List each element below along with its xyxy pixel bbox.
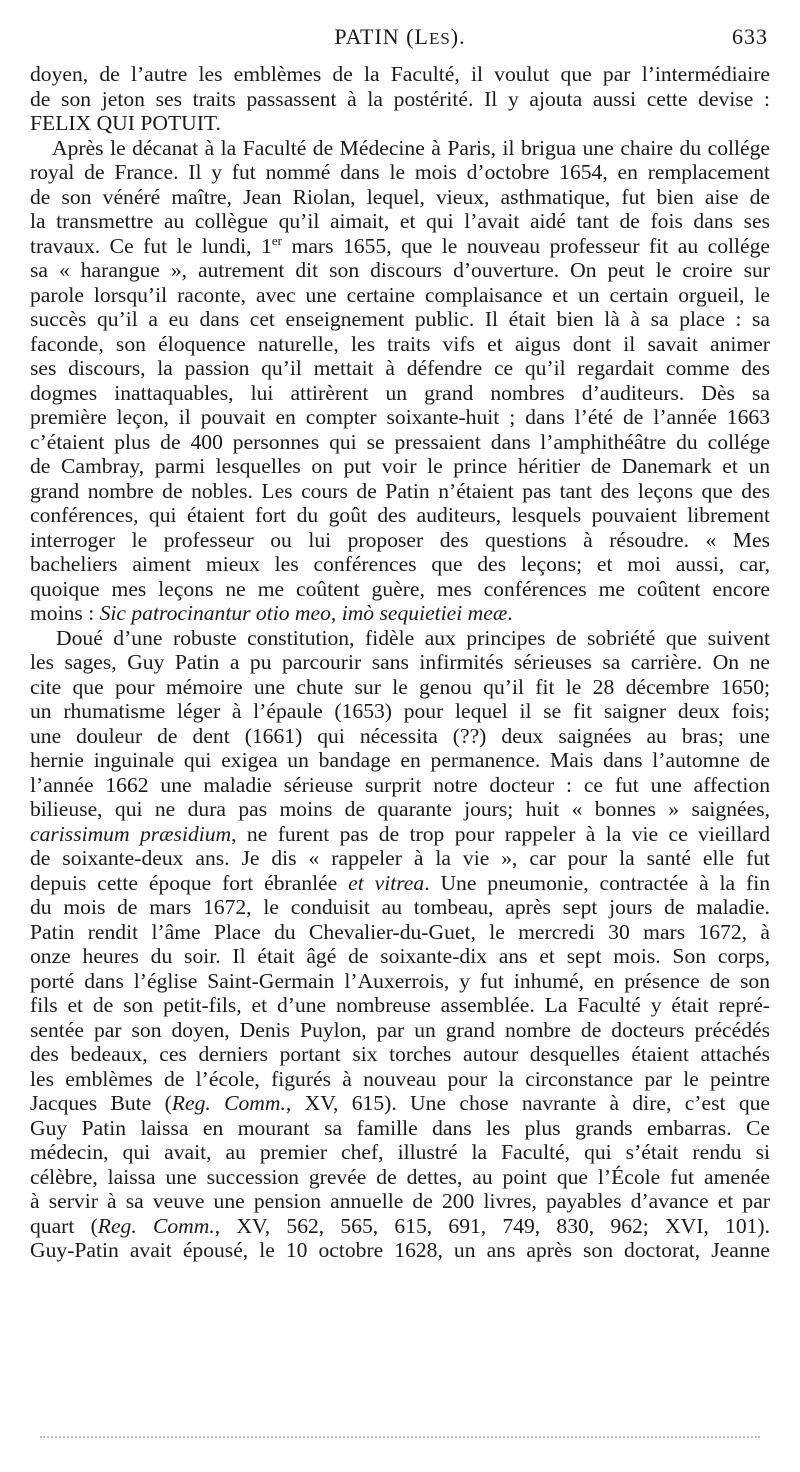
text-segment: de son jeton ses traits passassent à la postérité. Il y ajouta aussi cette devise : [30, 86, 770, 111]
text-segment: faconde, son éloquence naturelle, les traits vifs et aigus dont il savait animer [30, 331, 770, 356]
text-segment: une douleur de dent (1661) qui nécessita (??) deux saignées au bras; une [30, 723, 770, 748]
italic-text: Sic patrocinantur otio meo [99, 601, 331, 625]
text-line [30, 136, 770, 161]
text-line [30, 822, 770, 847]
text-line [30, 454, 770, 479]
text-segment: grand nombre de nobles. Les cours de Patin n’étaient pas tant des leçons que des [30, 478, 770, 503]
text-line [30, 724, 770, 749]
text-line [30, 1018, 770, 1043]
text-line [30, 234, 770, 259]
text-segment: Après le décanat à la Faculté de Médecine à Paris, il brigua une chaire du collége [52, 135, 770, 160]
text-segment: royal de France. Il y fut nommé dans le mois d’octobre 1654, en remplacement [30, 160, 770, 184]
text-line [30, 650, 770, 675]
text-line [30, 405, 770, 430]
text-line [30, 577, 770, 602]
text-line [30, 944, 770, 969]
running-title [32, 24, 768, 50]
text-segment: succès qu’il a eu dans cet enseignement public. Il était bien là à sa place : sa [30, 307, 770, 331]
text-segment: quart ( [30, 1213, 98, 1238]
text-segment: ses discours, la passion qu’il mettait à défendre ce qu’il regardait comme des [30, 356, 770, 380]
text-segment: Patin rendit l’âme Place du Chevalier-du-Guet, le mercredi 30 mars 1672, à [30, 919, 770, 944]
text-segment: dogmes inattaquables, lui attirèrent un grand nombres d’auditeurs. Dès sa [30, 380, 770, 405]
text-segment: célèbre, laissa une succession grevée de dettes, au point que l’École fut amenée [30, 1164, 770, 1189]
text-line [30, 748, 770, 773]
italic-text: Reg. Comm. [97, 1213, 215, 1238]
text-line [30, 846, 770, 871]
running-title-main: PATIN (L [334, 24, 429, 49]
text-segment: , XV, 615). Une chose navrante à dire, c’est que [285, 1091, 770, 1115]
text-segment: Guy-Patin avait épousé, le 10 octobre 1628, un ans après son doctorat, Jeanne [30, 1238, 770, 1262]
text-line [30, 1165, 770, 1190]
text-line [30, 1042, 770, 1067]
text-segment: , [330, 601, 342, 625]
text-line [30, 699, 770, 724]
body-text [30, 62, 770, 1263]
text-segment: travaux. Ce fut le lundi, 1 [30, 233, 272, 258]
text-line [30, 528, 770, 553]
text-line [30, 1067, 770, 1092]
text-segment: , XV, 562, 565, 615, 691, 749, 830, 962; XVI, 101). [214, 1213, 770, 1238]
running-title-small-caps: ES [428, 29, 451, 48]
text-segment: c’étaient plus de 400 personnes qui se pressaient dans l’amphithéâtre du collége [30, 429, 770, 454]
text-line [30, 1091, 770, 1116]
text-line [30, 185, 770, 210]
text-segment: bilieuse, qui ne dura pas moins de quarante jours; huit « bonnes » saignées, [30, 797, 770, 821]
text-segment: les sages, Guy Patin a pu parcourir sans infirmités sérieuses sa carrière. On ne [30, 650, 770, 674]
italic-text: imò sequietiei meæ [341, 601, 508, 625]
text-line [30, 503, 770, 528]
text-line [30, 209, 770, 234]
text-segment: mars 1655, que le nouveau professeur fit au collége [282, 233, 770, 258]
italic-text: Reg. Comm. [171, 1091, 286, 1115]
italic-text: et vitrea [348, 870, 425, 895]
text-line [30, 920, 770, 945]
text-line [30, 1116, 770, 1141]
text-line [30, 307, 770, 332]
text-segment: , ne furent pas de trop pour rappeler à la vie ce vieillard [231, 821, 770, 846]
text-segment: première leçon, il pouvait en compter soixante-huit ; dans l’été de l’année 1663 [30, 405, 770, 429]
text-segment: de soixante-deux ans. Je dis « rappeler à la vie », car pour la santé elle fut [30, 846, 770, 870]
text-line [30, 1140, 770, 1165]
text-line [30, 773, 770, 798]
text-line [30, 895, 770, 920]
text-line [30, 381, 770, 406]
text-segment: . [507, 601, 513, 625]
text-segment: moins : [30, 601, 100, 625]
text-segment: Doué d’une robuste constitution, fidèle aux principes de sobriété que suivent [56, 625, 770, 650]
text-line [30, 1238, 770, 1263]
text-segment: Guy Patin laissa en mourant sa famille dans les plus grands embarras. Ce [30, 1115, 770, 1140]
text-line [30, 871, 770, 896]
text-line [30, 601, 770, 626]
text-line [30, 552, 770, 577]
text-segment: FELIX QUI POTUIT. [30, 111, 221, 135]
text-line [30, 479, 770, 504]
text-segment: onze heures du soir. Il était âgé de soixante-dix ans et sept mois. Son corps, [30, 944, 770, 968]
text-segment: sa « harangue », autrement dit son discours d’ouverture. On peut le croire sur [30, 258, 770, 282]
text-segment: la transmettre au collègue qu’il aimait, et qui l’avait aidé tant de fois dans ses [30, 209, 770, 233]
text-segment: doyen, de l’autre les emblèmes de la Faculté, il voulut que par l’intermédiaire [30, 62, 770, 86]
text-segment: de Cambray, parmi lesquelles on put voir le prince héritier de Danemark et un [30, 454, 770, 478]
text-segment: bacheliers aiment mieux les conférences que des leçons; et moi aussi, car, [30, 552, 770, 576]
text-segment: médecin, qui avait, au premier chef, illustré la Faculté, qui s’était rendu si [30, 1140, 770, 1164]
text-segment: sentée par son doyen, Denis Puylon, par un grand nombre de docteurs précédés [30, 1017, 770, 1042]
footer-rule [40, 1436, 760, 1440]
text-line [30, 332, 770, 357]
text-segment: les emblèmes de l’école, figurés à nouveau pour la circonstance par le peintre [30, 1066, 770, 1091]
text-segment: de son vénéré maître, Jean Riolan, lequel, vieux, asthmatique, fut bien aise de [30, 184, 770, 209]
text-line [30, 87, 770, 112]
text-line [30, 969, 770, 994]
running-title-end: ). [450, 24, 466, 49]
text-segment: fils et de son petit-fils, et d’une nombreuse assemblée. La Faculté y était repré- [30, 993, 770, 1017]
text-line [30, 430, 770, 455]
running-header [32, 18, 768, 58]
text-line [30, 797, 770, 822]
text-segment: l’année 1662 une maladie sérieuse surprit notre docteur : ce fut une affection [30, 772, 770, 797]
text-line [30, 356, 770, 381]
text-segment: des bedeaux, ces derniers portant six torches autour desquelles étaient attachés [30, 1042, 770, 1066]
text-line [30, 258, 770, 283]
text-segment: porté dans l’église Saint-Germain l’Auxerrois, y fut inhumé, en présence de son [30, 968, 770, 993]
text-segment: un rhumatisme léger à l’épaule (1653) pour lequel il se fit saigner deux fois; [30, 699, 770, 723]
text-line [30, 283, 770, 308]
superscript: er [271, 232, 282, 248]
text-segment: conférences, qui étaient fort du goût des auditeurs, lesquels pouvaient librement [30, 503, 770, 527]
text-line [30, 1189, 770, 1214]
text-line [30, 62, 770, 87]
text-segment: du mois de mars 1672, le conduisit au tombeau, après sept jours de maladie. [30, 895, 770, 919]
text-segment: hernie inguinale qui exigea un bandage en permanence. Mais dans l’automne de [30, 748, 770, 772]
text-line [30, 993, 770, 1018]
text-segment: parole lorsqu’il raconte, avec une certaine complaisance et un certain orgueil, le [30, 282, 770, 307]
page-number: 633 [732, 24, 768, 49]
text-segment: depuis cette époque fort ébranlée [30, 870, 349, 895]
text-segment: cite que pour mémoire une chute sur le genou qu’il fit le 28 décembre 1650; [30, 674, 770, 699]
text-segment: interroger le professeur ou lui proposer des questions à résoudre. « Mes [30, 527, 770, 552]
text-segment: . Une pneumonie, contractée à la fin [424, 870, 770, 895]
text-line [30, 1214, 770, 1239]
text-segment: Jacques Bute ( [30, 1091, 172, 1115]
text-segment: à servir à sa veuve une pension annuelle de 200 livres, payables d’avance et par [30, 1189, 770, 1213]
text-line [30, 111, 770, 136]
text-line [30, 626, 770, 651]
text-segment: quoique mes leçons ne me coûtent guère, mes conférences me coûtent encore [30, 576, 770, 601]
italic-text: carissimum præsidium [30, 821, 232, 846]
text-line [30, 160, 770, 185]
text-line [30, 675, 770, 700]
